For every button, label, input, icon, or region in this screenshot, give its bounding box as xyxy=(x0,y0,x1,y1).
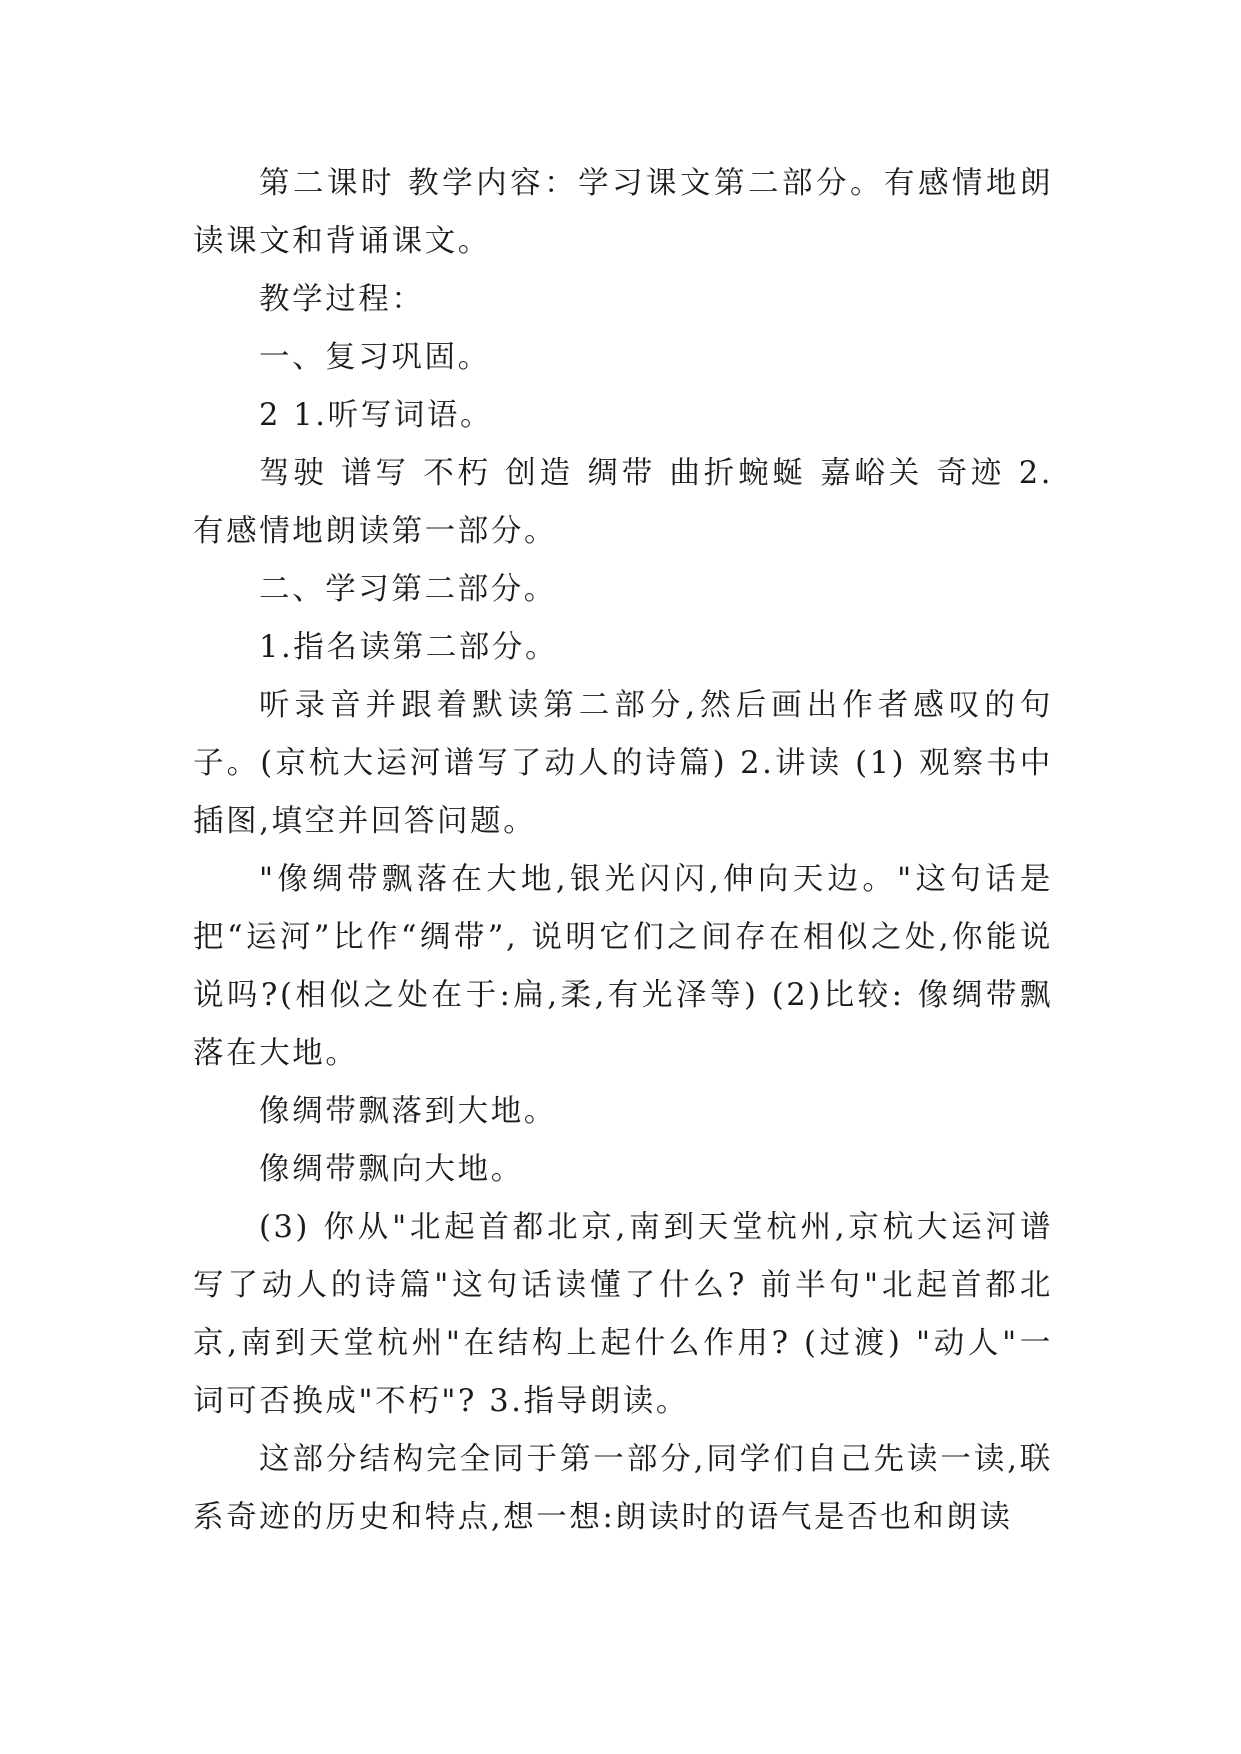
paragraph: 像绸带飘落到大地。 xyxy=(259,1094,557,1129)
paragraph: 第二课时 教学内容：学习课文第二部分。有感情地朗读课文和背诵课文。 xyxy=(193,166,1053,259)
document-body xyxy=(193,155,1053,1547)
paragraph: 2 1.听写词语。 xyxy=(259,398,494,433)
paragraph: "像绸带飘落在大地,银光闪闪,伸向天边。"这句话是把“运河”比作“绸带”, 说明它们之间存在相似之处,你能说说吗?(相似之处在于:扁,柔,有光泽等) (2)比较: 像绸带飘落在大地。 xyxy=(193,862,1053,1071)
paragraph: (3) 你从"北起首都北京,南到天堂杭州,京杭大运河谱写了动人的诗篇"这句话读懂了什么? 前半句"北起首都北京,南到天堂杭州"在结构上起什么作用? (过渡) "动人"一词可否换成"不朽"? 3.指导朗读。 xyxy=(193,1210,1053,1419)
paragraph: 教学过程： xyxy=(259,282,425,317)
paragraph: 二、学习第二部分。 xyxy=(259,572,557,607)
paragraph: 这部分结构完全同于第一部分,同学们自己先读一读,联系奇迹的历史和特点,想一想:朗读时的语气是否也和朗读 xyxy=(193,1442,1053,1535)
paragraph: 像绸带飘向大地。 xyxy=(259,1152,524,1187)
paragraph: 一、复习巩固。 xyxy=(259,340,491,375)
paragraph: 1.指名读第二部分。 xyxy=(259,630,559,665)
paragraph: 听录音并跟着默读第二部分,然后画出作者感叹的句子。(京杭大运河谱写了动人的诗篇) 2.讲读 (1) 观察书中插图,填空并回答问题。 xyxy=(193,688,1053,839)
paragraph: 驾驶 谱写 不朽 创造 绸带 曲折蜿蜒 嘉峪关 奇迹 2.有感情地朗读第一部分。 xyxy=(193,456,1053,549)
